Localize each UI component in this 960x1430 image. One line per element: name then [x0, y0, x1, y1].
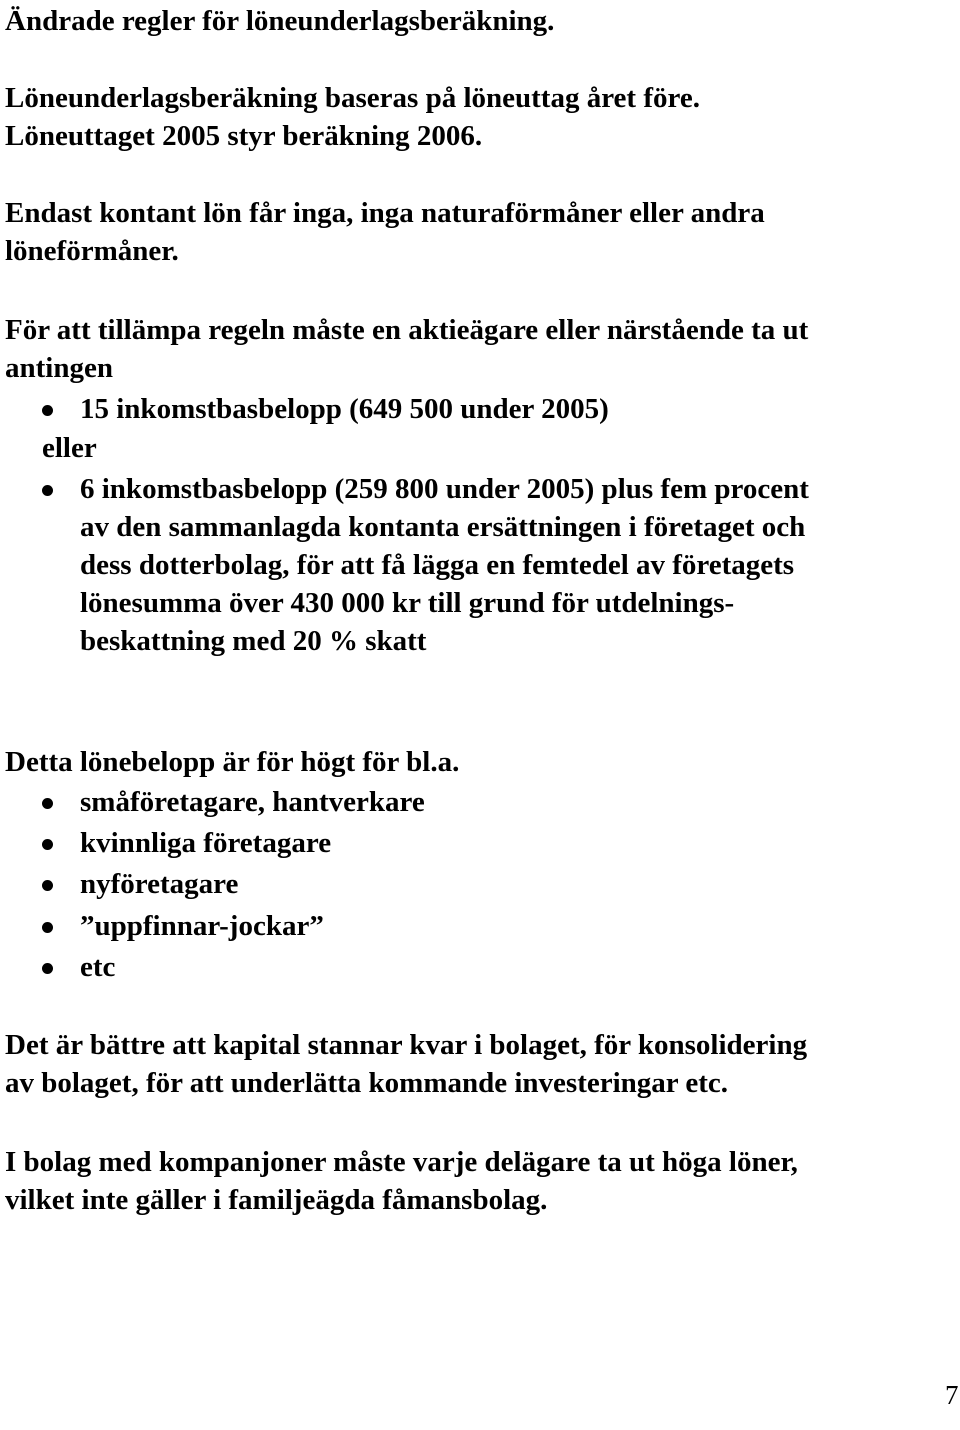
capital-line-2: av bolaget, för att underlätta kommande investeringar etc. [5, 1067, 729, 1099]
list-item-text: ”uppfinnar-jockar” [80, 910, 324, 942]
cash-line-2: löneförmåner. [5, 235, 179, 267]
page-number: 7 [945, 1380, 959, 1410]
page-heading: Ändrade regler för löneunderlagsberäkning. [5, 5, 555, 37]
bullet-icon [42, 405, 53, 416]
cash-salary-paragraph [5, 194, 765, 270]
intro-paragraph [5, 79, 700, 155]
partners-line-2: vilket inte gäller i familjeägda fåmansbolag. [5, 1184, 548, 1216]
rule-line-2: antingen [5, 352, 113, 384]
capital-line-1: Det är bättre att kapital stannar kvar i bolaget, för konsolidering [5, 1029, 808, 1061]
capital-paragraph [5, 1026, 807, 1102]
or-connector: eller [42, 432, 97, 464]
list-item-text: nyföretagare [80, 868, 239, 900]
option-2-line-2: av den sammanlagda kontanta ersättningen i företaget och [80, 511, 806, 543]
option-2-line-3: dess dotterbolag, för att få lägga en femtedel av företagets [80, 549, 795, 581]
option-2-line-4: lönesumma över 430 000 kr till grund för utdelnings- [80, 587, 735, 619]
bullet-icon [42, 798, 53, 809]
bullet-icon [42, 922, 53, 933]
bullet-icon [42, 485, 53, 496]
list-item-text: kvinnliga företagare [80, 827, 332, 859]
option-2-text [80, 470, 809, 660]
option-1-text: 15 inkomstbasbelopp (649 500 under 2005) [80, 393, 609, 425]
partners-paragraph [5, 1143, 798, 1219]
partners-line-1: I bolag med kompanjoner måste varje delägare ta ut höga löner, [5, 1146, 798, 1178]
option-2-line-5: beskattning med 20 % skatt [80, 625, 427, 657]
bullet-icon [42, 963, 53, 974]
list-item-text: småföretagare, hantverkare [80, 786, 425, 818]
bullet-icon [42, 880, 53, 891]
list-item-text: etc [80, 951, 116, 983]
intro-line-2: Löneuttaget 2005 styr beräkning 2006. [5, 120, 483, 152]
option-2-line-1: 6 inkomstbasbelopp (259 800 under 2005) plus fem procent [80, 473, 809, 505]
rule-paragraph [5, 311, 808, 387]
too-high-heading: Detta lönebelopp är för högt för bl.a. [5, 746, 460, 778]
rule-line-1: För att tillämpa regeln måste en aktieägare eller närstående ta ut [5, 314, 809, 346]
bullet-icon [42, 839, 53, 850]
intro-line-1: Löneunderlagsberäkning baseras på löneuttag året före. [5, 82, 700, 114]
cash-line-1: Endast kontant lön får inga, inga naturaförmåner eller andra [5, 197, 765, 229]
